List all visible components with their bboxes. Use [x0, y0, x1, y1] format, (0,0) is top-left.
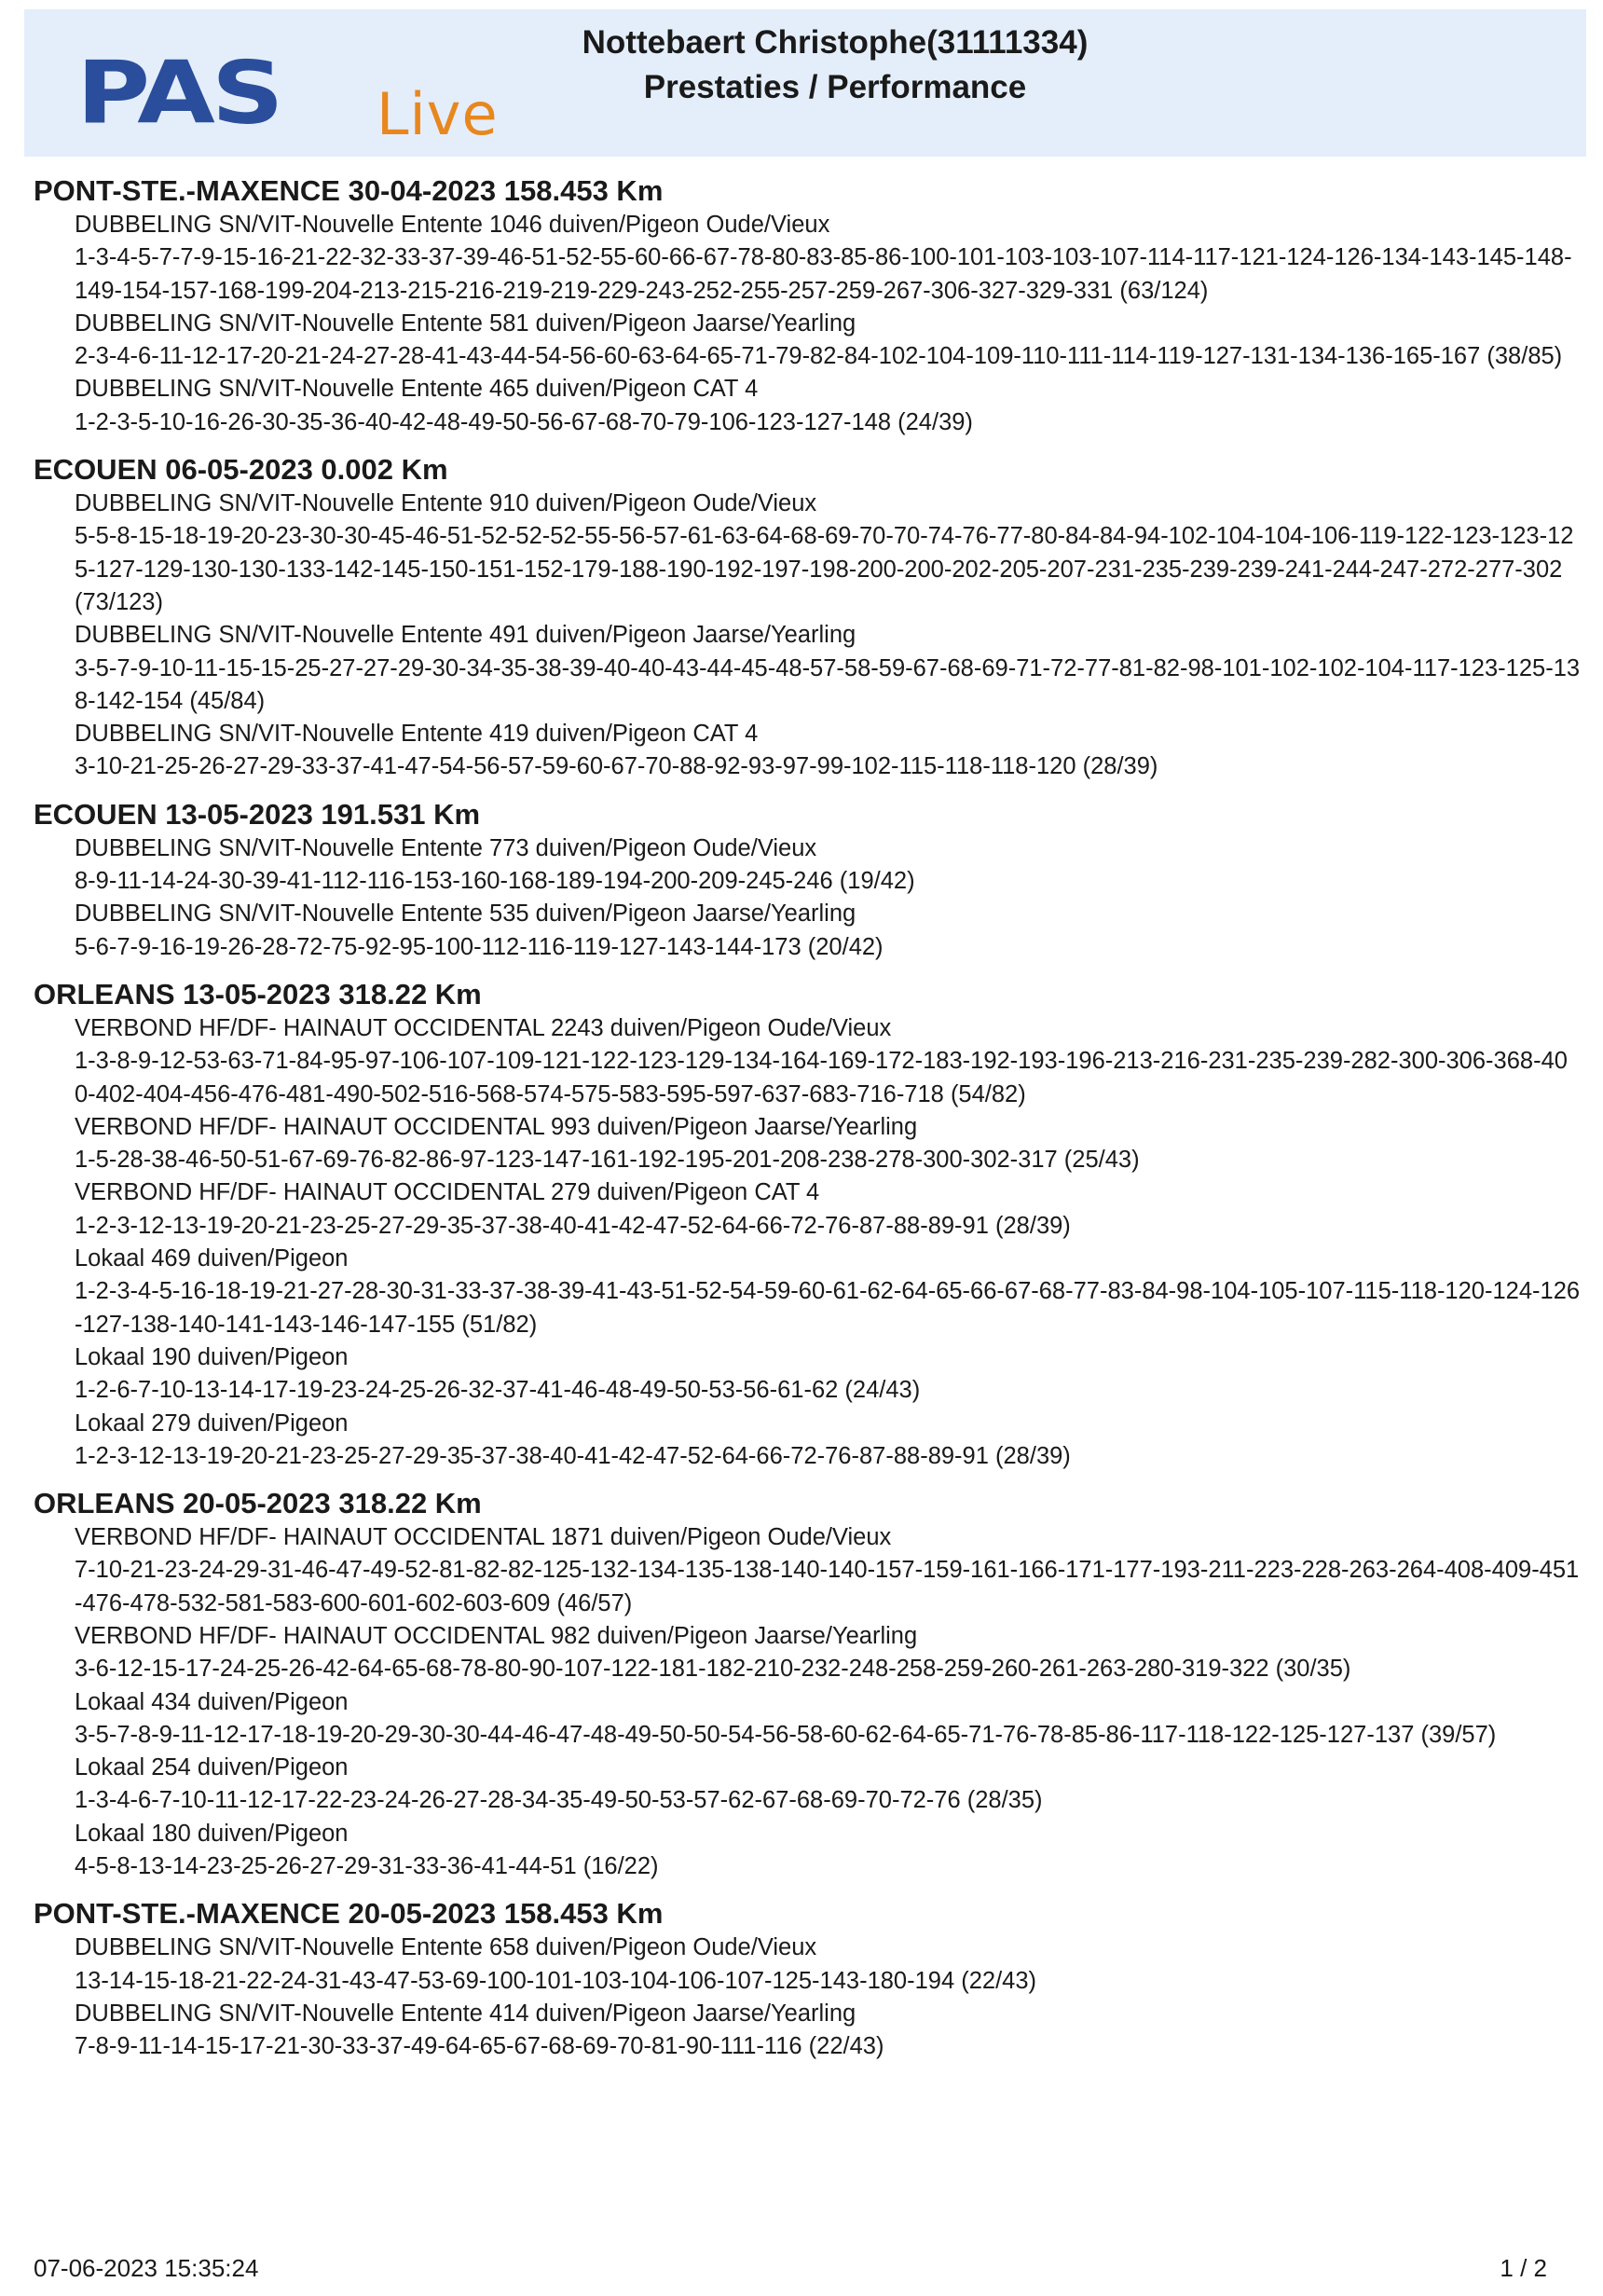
positions-list: 1-2-3-12-13-19-20-21-23-25-27-29-35-37-38-40-41-42-47-52-64-66-72-76-87-88-89-91 (28/39) — [75, 1442, 1071, 1469]
positions-list: 7-8-9-11-14-15-17-21-30-33-37-49-64-65-67-68-69-70-81-90-111-116 (22/43) — [75, 2033, 884, 2060]
competition-name: DUBBELING SN/VIT-Nouvelle Entente 419 duiven/Pigeon CAT 4 — [75, 721, 759, 748]
competition-name: DUBBELING SN/VIT-Nouvelle Entente 491 duiven/Pigeon Jaarse/Yearling — [75, 622, 856, 649]
competition-name: DUBBELING SN/VIT-Nouvelle Entente 773 duiven/Pigeon Oude/Vieux — [75, 834, 817, 861]
positions-list: 1-3-4-6-7-10-11-12-17-22-23-24-26-27-28-34-35-49-50-53-57-62-67-68-69-70-72-76 (28/35) — [75, 1787, 1043, 1814]
positions-list: 1-3-4-5-7-7-9-15-16-21-22-32-33-37-39-46-51-52-55-60-66-67-78-80-83-85-86-100-101-103-103-107-114-117-121-124-126-134-143-145-148-149-154-157-168-199-204-213-215-216-219-219-229-243-252-255-257-259-267-306-327-329-331 (63/124) — [75, 244, 1572, 304]
positions-list: 1-3-8-9-12-53-63-71-84-95-97-106-107-109-121-122-123-129-134-164-169-172-183-192-193-196-213-216-231-235-239-282-300-306-368-400-402-404-456-476-481-490-502-516-568-574-575-583-595-597-637-683-716-718 (54/82) — [75, 1048, 1568, 1107]
positions-list: 13-14-15-18-21-22-24-31-43-47-53-69-100-101-103-104-106-107-125-143-180-194 (22/43) — [75, 1967, 1037, 1994]
competition-entry — [34, 1686, 1581, 1753]
competition-entry — [34, 1932, 1581, 1998]
positions-list: 3-5-7-9-10-11-15-15-25-27-27-29-30-34-35-38-39-40-40-43-44-45-48-57-58-59-67-68-69-71-72-77-81-82-98-101-102-102-104-117-123-125-138-142-154 (45/84) — [75, 654, 1581, 714]
competition-entry — [34, 1521, 1581, 1620]
competition-name: VERBOND HF/DF- HAINAUT OCCIDENTAL 2243 duiven/Pigeon Oude/Vieux — [75, 1014, 892, 1041]
positions-list: 7-10-21-23-24-29-31-46-47-49-52-81-82-82-125-132-134-135-138-140-140-157-159-161-166-171-177-193-211-223-228-263-264-408-409-451-476-478-532-581-583-600-601-602-603-609 (46/57) — [75, 1557, 1580, 1616]
competition-entry — [34, 1408, 1581, 1474]
competition-entry — [34, 1620, 1581, 1686]
competition-entry — [34, 1341, 1581, 1408]
race-title: ECOUEN 13-05-2023 191.531 Km — [34, 797, 481, 831]
competition-entry — [34, 373, 1581, 439]
race-block — [34, 452, 1581, 784]
competition-name: DUBBELING SN/VIT-Nouvelle Entente 581 duiven/Pigeon Jaarse/Yearling — [75, 309, 856, 337]
competition-name: Lokaal 254 duiven/Pigeon — [75, 1754, 349, 1781]
competition-name: DUBBELING SN/VIT-Nouvelle Entente 535 duiven/Pigeon Jaarse/Yearling — [75, 901, 856, 928]
race-title: ECOUEN 06-05-2023 0.002 Km — [34, 453, 448, 487]
competition-entry — [34, 308, 1581, 374]
race-block — [34, 173, 1581, 439]
competition-name: DUBBELING SN/VIT-Nouvelle Entente 465 duiven/Pigeon CAT 4 — [75, 376, 759, 403]
competition-name: VERBOND HF/DF- HAINAUT OCCIDENTAL 279 duiven/Pigeon CAT 4 — [75, 1179, 820, 1206]
competition-name: DUBBELING SN/VIT-Nouvelle Entente 414 duiven/Pigeon Jaarse/Yearling — [75, 2000, 856, 2027]
race-title: ORLEANS 20-05-2023 318.22 Km — [34, 1487, 482, 1520]
paslive-logo — [76, 43, 524, 153]
competition-entry — [34, 1998, 1581, 2064]
positions-list: 3-6-12-15-17-24-25-26-42-64-65-68-78-80-90-107-122-181-182-210-232-248-258-259-260-261-263-280-319-322 (30/35) — [75, 1656, 1351, 1683]
competition-name: Lokaal 190 duiven/Pigeon — [75, 1343, 349, 1370]
positions-list: 4-5-8-13-14-23-25-26-27-29-31-33-36-41-44-51 (16/22) — [75, 1853, 659, 1880]
positions-list: 1-5-28-38-46-50-51-67-69-76-82-86-97-123-147-161-192-195-201-208-238-278-300-302-317 (25/43) — [75, 1147, 1140, 1174]
positions-list: 3-10-21-25-26-27-29-33-37-41-47-54-56-57-59-60-67-70-88-92-93-97-99-102-115-118-118-120 (28/39) — [75, 753, 1158, 780]
positions-list: 5-6-7-9-16-19-26-28-72-75-92-95-100-112-116-119-127-143-144-173 (20/42) — [75, 933, 884, 960]
competition-entry — [34, 209, 1581, 308]
positions-list: 3-5-7-8-9-11-12-17-18-19-20-29-30-30-44-46-47-48-49-50-50-54-56-58-60-62-64-65-71-76-78-85-86-117-118-122-125-127-137 (39/57) — [75, 1721, 1497, 1748]
logo-live-text: Live — [377, 80, 499, 148]
race-title: ORLEANS 13-05-2023 318.22 Km — [34, 977, 482, 1011]
page-number: 1 / 2 — [1500, 2254, 1547, 2282]
positions-list: 1-2-3-5-10-16-26-30-35-36-40-42-48-49-50-56-67-68-70-79-106-123-127-148 (24/39) — [75, 408, 973, 435]
competition-name: DUBBELING SN/VIT-Nouvelle Entente 910 duiven/Pigeon Oude/Vieux — [75, 490, 817, 517]
competition-name: VERBOND HF/DF- HAINAUT OCCIDENTAL 1871 duiven/Pigeon Oude/Vieux — [75, 1524, 892, 1551]
report-header — [24, 9, 1586, 157]
competition-name: VERBOND HF/DF- HAINAUT OCCIDENTAL 982 duiven/Pigeon Jaarse/Yearling — [75, 1622, 918, 1649]
fancier-name: Nottebaert Christophe(31111334) — [582, 24, 1089, 61]
competition-entry — [34, 832, 1581, 899]
competition-entry — [34, 1176, 1581, 1243]
positions-list: 8-9-11-14-24-30-39-41-112-116-153-160-168-189-194-200-209-245-246 (19/42) — [75, 868, 915, 895]
competition-name: Lokaal 279 duiven/Pigeon — [75, 1409, 349, 1437]
print-datetime: 07-06-2023 15:35:24 — [34, 2254, 259, 2282]
logo-pas-text: PAS — [76, 43, 281, 144]
competition-name: DUBBELING SN/VIT-Nouvelle Entente 658 duiven/Pigeon Oude/Vieux — [75, 1934, 817, 1961]
race-block — [34, 1486, 1581, 1883]
report-subtitle: Prestaties / Performance — [643, 69, 1027, 105]
competition-name: VERBOND HF/DF- HAINAUT OCCIDENTAL 993 duiven/Pigeon Jaarse/Yearling — [75, 1113, 918, 1140]
competition-name: Lokaal 180 duiven/Pigeon — [75, 1820, 349, 1847]
competition-entry — [34, 1111, 1581, 1177]
competition-entry — [34, 1752, 1581, 1818]
competition-entry — [34, 898, 1581, 964]
positions-list: 1-2-6-7-10-13-14-17-19-23-24-25-26-32-37-41-46-48-49-50-53-56-61-62 (24/43) — [75, 1377, 921, 1404]
competition-name: Lokaal 434 duiven/Pigeon — [75, 1688, 349, 1715]
positions-list: 5-5-8-15-18-19-20-23-30-30-45-46-51-52-52-52-55-56-57-61-63-64-68-69-70-70-74-76-77-80-84-84-94-102-104-104-106-119-122-123-123-125-127-129-130-130-133-142-145-150-151-152-179-188-190-192-197-198-200-200-202-205-207-231-235-239-239-241-244-247-272-277-302 (73/123) — [75, 523, 1574, 615]
race-block — [34, 1896, 1581, 2063]
positions-list: 2-3-4-6-11-12-17-20-21-24-27-28-41-43-44-54-56-60-63-64-65-71-79-82-84-102-104-109-110-111-114-119-127-131-134-136-165-167 (38/85) — [75, 343, 1563, 370]
competition-name: Lokaal 469 duiven/Pigeon — [75, 1245, 349, 1272]
results-list — [34, 173, 1581, 2077]
competition-entry — [34, 619, 1581, 718]
competition-entry — [34, 718, 1581, 784]
competition-entry — [34, 1818, 1581, 1884]
competition-entry — [34, 488, 1581, 619]
competition-name: DUBBELING SN/VIT-Nouvelle Entente 1046 duiven/Pigeon Oude/Vieux — [75, 212, 830, 238]
race-block — [34, 977, 1581, 1473]
race-title: PONT-STE.-MAXENCE 30-04-2023 158.453 Km — [34, 174, 664, 207]
positions-list: 1-2-3-4-5-16-18-19-21-27-28-30-31-33-37-38-39-41-43-51-52-54-59-60-61-62-64-65-66-67-68-77-83-84-98-104-105-107-115-118-120-124-126-127-138-140-141-143-146-147-155 (51/82) — [75, 1278, 1581, 1338]
race-block — [34, 797, 1581, 964]
competition-entry — [34, 1012, 1581, 1111]
race-title: PONT-STE.-MAXENCE 20-05-2023 158.453 Km — [34, 1897, 664, 1931]
competition-entry — [34, 1243, 1581, 1341]
positions-list: 1-2-3-12-13-19-20-21-23-25-27-29-35-37-38-40-41-42-47-52-64-66-72-76-87-88-89-91 (28/39) — [75, 1212, 1071, 1239]
